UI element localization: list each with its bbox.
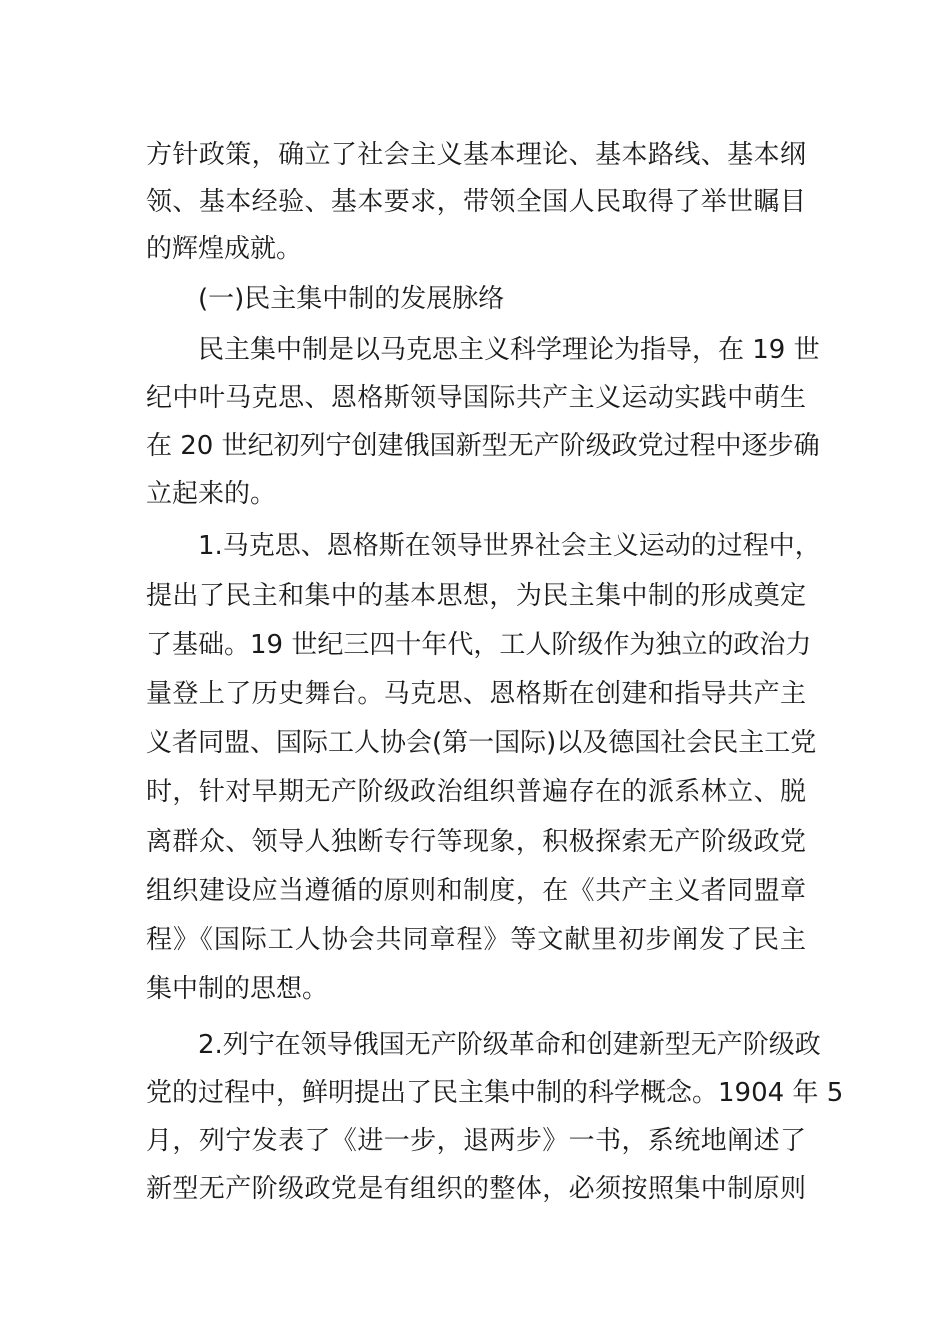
paragraph-line: 新型无产阶级政党是有组织的整体，必须按照集中制原则 [146,1174,806,1204]
paragraph-line: 集中制的思想。 [146,974,329,1004]
paragraph-line: 立起来的。 [146,479,277,509]
heading-text: (一)民主集中制的发展脉络 [198,284,505,314]
paragraph-line: 了基础。19 世纪三四十年代，工人阶级作为独立的政治力 [146,630,812,660]
paragraph-line: 党的过程中，鲜明提出了民主集中制的科学概念。1904 年 5 [146,1078,844,1108]
paragraph-line: 义者同盟、国际工人协会(第一国际)以及德国社会民主工党 [146,728,817,758]
paragraph-line: 组织建设应当遵循的原则和制度，在《共产主义者同盟章 [146,876,806,906]
paragraph-line: 提出了民主和集中的基本思想，为民主集中制的形成奠定 [146,581,806,611]
paragraph-line: 月，列宁发表了《进一步，退两步》一书，系统地阐述了 [146,1126,806,1156]
paragraph-line: 1.马克思、恩格斯在领导世界社会主义运动的过程中， [198,531,821,561]
paragraph-line: 纪中叶马克思、恩格斯领导国际共产主义运动实践中萌生 [146,383,806,413]
paragraph-line: 2.列宁在领导俄国无产阶级革命和创建新型无产阶级政 [198,1030,821,1060]
paragraph-line: 量登上了历史舞台。马克思、恩格斯在创建和指导共产主 [146,679,806,709]
paragraph-line: 领、基本经验、基本要求，带领全国人民取得了举世瞩目 [146,187,806,217]
paragraph-line: 在 20 世纪初列宁创建俄国新型无产阶级政党过程中逐步确 [146,431,820,461]
paragraph-line: 方针政策，确立了社会主义基本理论、基本路线、基本纲 [146,140,806,170]
paragraph-line: 时，针对早期无产阶级政治组织普遍存在的派系林立、脱 [146,777,806,807]
paragraph-line: 的辉煌成就。 [146,234,303,264]
paragraph-line: 离群众、领导人独断专行等现象，积极探索无产阶级政党 [146,827,806,857]
paragraph-line: 民主集中制是以马克思主义科学理论为指导，在 19 世 [198,335,820,365]
paragraph-line: 程》《国际工人协会共同章程》等文献里初步阐发了民主 [146,925,806,955]
